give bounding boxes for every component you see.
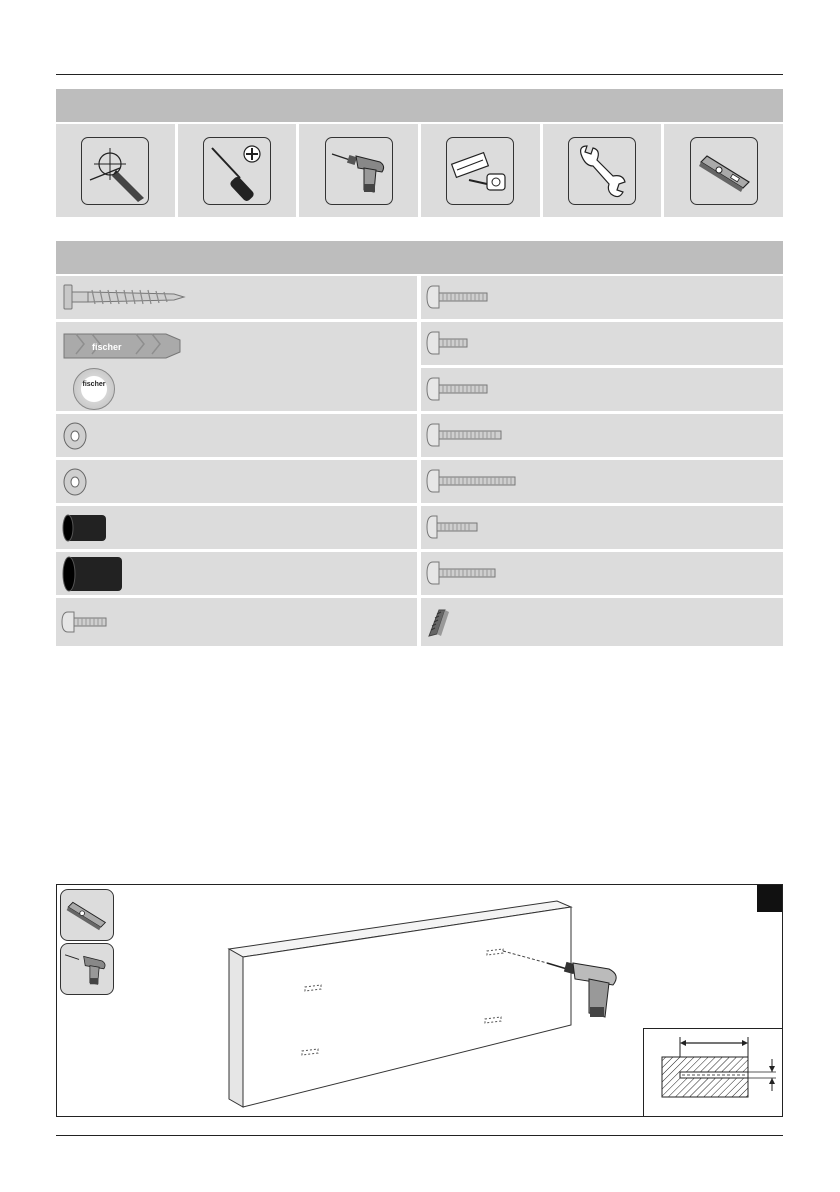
small-washer-icon	[56, 414, 417, 457]
part-row	[56, 460, 417, 503]
part-row	[421, 552, 783, 595]
part-row	[56, 276, 417, 319]
bottom-rule	[56, 1135, 783, 1136]
parts-header-bar	[56, 241, 783, 274]
part-row	[56, 506, 417, 549]
part-row	[421, 368, 783, 411]
bolt-icon	[421, 414, 783, 457]
bolt-icon	[421, 552, 783, 595]
tool-cell-pencil	[56, 124, 175, 217]
bolt-icon	[421, 368, 783, 411]
short-bolt-icon	[421, 322, 783, 365]
tools-row	[56, 124, 783, 217]
long-spacer-icon	[56, 552, 417, 595]
long-bolt-icon	[421, 460, 783, 503]
tool-cell-screwdriver	[178, 124, 297, 217]
tool-cell-drill	[299, 124, 418, 217]
wrench-icon	[571, 140, 633, 202]
fischer-badge-icon	[73, 368, 115, 410]
short-bolt-icon	[56, 598, 417, 646]
large-washer-icon	[56, 460, 417, 503]
wall-plug-icon	[56, 322, 417, 367]
part-row	[421, 414, 783, 457]
part-row	[56, 414, 417, 457]
phillips-screwdriver-icon	[206, 140, 268, 202]
allen-key-icon	[421, 598, 783, 646]
power-drill-icon	[564, 962, 616, 1017]
parts-list	[56, 276, 783, 648]
part-row	[56, 322, 417, 411]
flange-bolt-icon	[421, 506, 783, 549]
part-row	[421, 506, 783, 549]
tape-measure-icon	[449, 140, 511, 202]
tool-cell-tape	[421, 124, 540, 217]
top-rule	[56, 74, 783, 75]
plug-brand-label: fischer	[92, 342, 122, 352]
drill-depth-detail	[643, 1028, 782, 1116]
part-row	[421, 276, 783, 319]
part-row	[421, 598, 783, 646]
tool-cell-level	[664, 124, 783, 217]
badge-brand-label: fischer	[82, 381, 106, 388]
short-spacer-icon	[56, 506, 417, 549]
hole-cross-section-icon	[644, 1029, 782, 1116]
power-drill-icon	[328, 140, 390, 202]
part-row	[56, 598, 417, 646]
spirit-level-icon	[693, 140, 755, 202]
tool-cell-wrench	[543, 124, 662, 217]
part-row	[421, 460, 783, 503]
pencil-mark-icon	[84, 140, 146, 202]
part-row	[421, 322, 783, 365]
tools-header-bar	[56, 89, 783, 122]
bolt-icon	[421, 276, 783, 319]
wood-screw-icon	[56, 276, 417, 319]
part-row	[56, 552, 417, 595]
step-illustration	[56, 884, 783, 1117]
